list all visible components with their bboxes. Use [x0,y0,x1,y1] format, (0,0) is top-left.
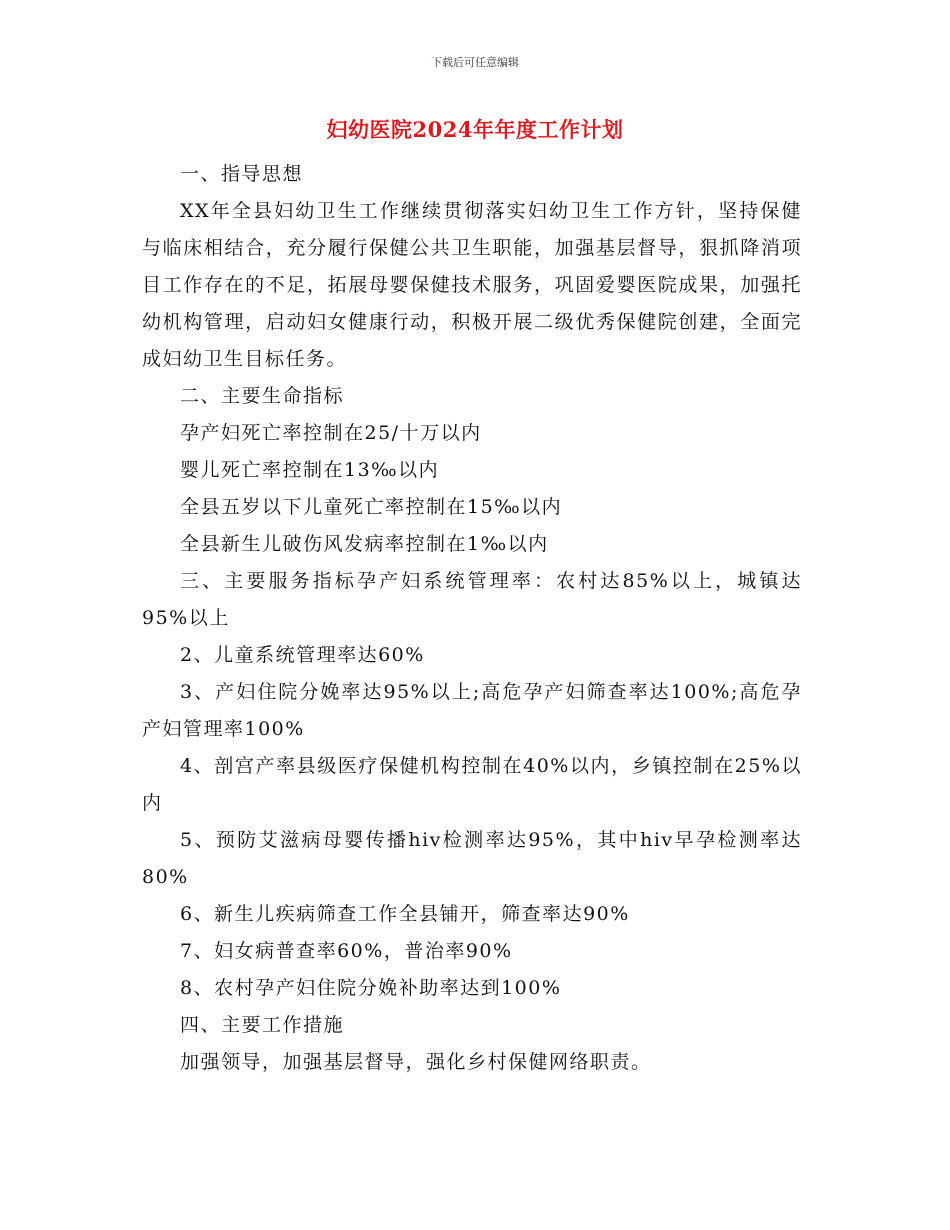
paragraph-guiding-ideology: XX年全县妇幼卫生工作继续贯彻落实妇幼卫生工作方针，坚持保健与临床相结合，充分履行保健公共卫生职能，加强基层督导，狠抓降消项目工作存在的不足，拓展母婴保健技术服务，巩固爱婴医院成果，加强托幼机构管理，启动妇女健康行动，积极开展二级优秀保健院创建，全面完成妇幼卫生目标任务。 [142,200,802,370]
section-heading-vital-indicators: 二、主要生命指标 [180,385,345,407]
service-indicator-3: 3、产妇住院分娩率达95%以上;高危孕产妇筛查率达100%;高危孕产妇管理率100% [142,681,802,740]
service-indicator-8: 8、农村孕产妇住院分娩补助率达到100% [180,977,562,999]
service-indicator-5: 5、预防艾滋病母婴传播hiv检测率达95%，其中hiv早孕检测率达80% [142,829,802,888]
document-title: 妇幼医院2024年年度工作计划 [326,117,624,142]
section-heading-guiding-ideology: 一、指导思想 [180,163,304,185]
document-body [142,156,802,1081]
service-indicator-4: 4、剖宫产率县级医疗保健机构控制在40%以内，乡镇控制在25%以内 [142,755,802,814]
section-heading-work-measures: 四、主要工作措施 [180,1014,345,1036]
indicator-infant-mortality: 婴儿死亡率控制在13‰以内 [180,459,440,481]
indicator-under-five-mortality: 全县五岁以下儿童死亡率控制在15‰以内 [180,496,563,518]
page-header-note: 下载后可任意编辑 [431,56,519,69]
work-measure-1: 加强领导，加强基层督导，强化乡村保健网络职责。 [180,1051,652,1073]
service-indicator-2: 2、儿童系统管理率达60% [180,644,425,666]
indicator-neonatal-tetanus: 全县新生儿破伤风发病率控制在1‰以内 [180,533,549,555]
service-indicator-6: 6、新生儿疾病筛查工作全县铺开，筛查率达90% [180,903,630,925]
service-indicator-7: 7、妇女病普查率60%，普治率90% [180,940,513,962]
section-heading-service-indicators: 三、主要服务指标孕产妇系统管理率：农村达85%以上，城镇达95%以上 [142,570,802,629]
indicator-maternal-mortality: 孕产妇死亡率控制在25/十万以内 [180,422,482,444]
